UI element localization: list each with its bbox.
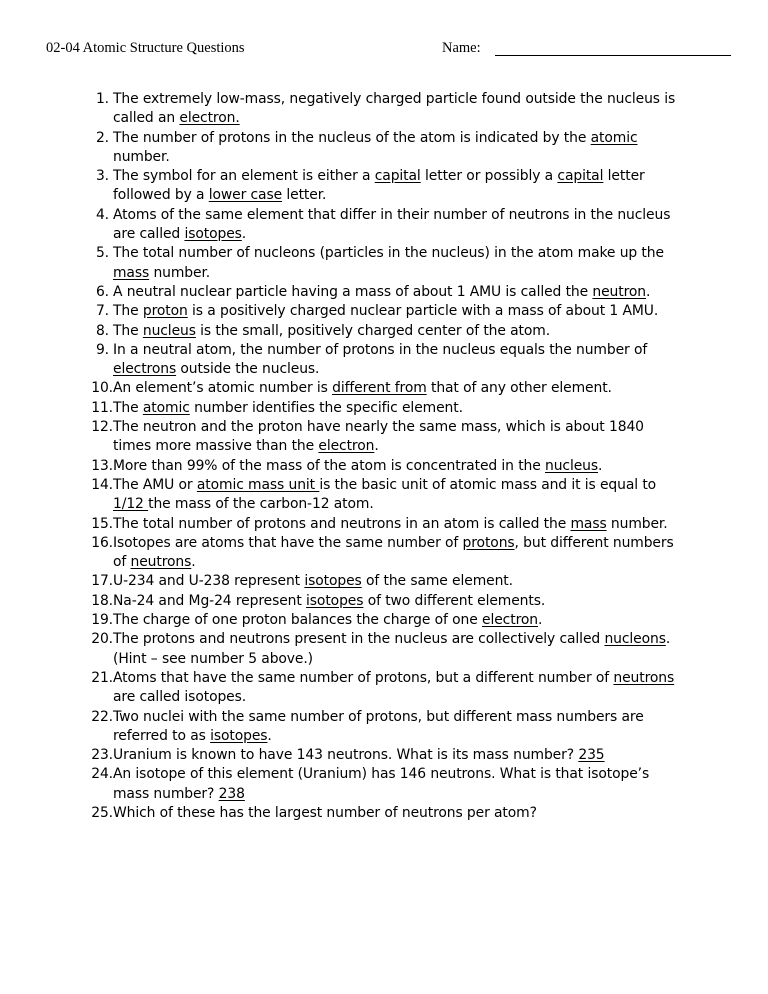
question-item <box>78 322 678 341</box>
question-text: . <box>241 226 247 243</box>
question-text: Uranium is known to have 143 neutrons. What is its mass number? <box>113 747 579 764</box>
question-text: number. <box>606 515 668 532</box>
question-item <box>78 129 678 168</box>
question-text: The neutron and the proton have nearly the same mass, which is about 1840 times more massive than the <box>113 419 644 455</box>
question-item <box>78 167 678 206</box>
question-number: 2. <box>95 129 109 146</box>
question-text: In a neutral atom, the number of protons in the nucleus equals the number of <box>113 341 648 358</box>
question-text: The charge of one proton balances the charge of one <box>113 612 483 629</box>
question-number: 11. <box>91 399 113 416</box>
question-item <box>78 534 678 573</box>
answer-text: capital <box>374 168 421 185</box>
question-item <box>78 379 678 398</box>
question-text: Isotopes are atoms that have the same number of <box>113 534 463 551</box>
question-item <box>78 283 678 302</box>
question-number: 6. <box>95 283 109 300</box>
document-title: 02-04 Atomic Structure Questions <box>46 40 245 56</box>
question-item <box>78 418 678 457</box>
question-number: 19. <box>91 612 113 629</box>
question-text: letter or possibly a <box>420 168 558 185</box>
answer-text: neutron <box>592 283 646 300</box>
question-item <box>78 708 678 747</box>
question-number: 22. <box>91 708 113 725</box>
question-text: . <box>191 554 196 571</box>
question-item <box>78 457 678 476</box>
question-text: A neutral nuclear particle having a mass of about 1 AMU is called the <box>113 283 593 300</box>
question-item <box>78 515 678 534</box>
question-text: letter. <box>282 187 327 204</box>
question-text: number. <box>149 264 211 281</box>
answer-text: neutrons <box>613 669 675 686</box>
question-text: The total number of protons and neutrons in an atom is called the <box>113 515 571 532</box>
question-text: Na-24 and Mg-24 represent <box>113 592 307 609</box>
question-text: , but different numbers of <box>113 534 674 571</box>
question-text: Atoms of the same element that differ in their number of neutrons in the nucleus are called <box>113 206 671 243</box>
question-item <box>78 206 678 245</box>
question-text: More than 99% of the mass of the atom is concentrated in the <box>113 457 546 474</box>
answer-text: atomic <box>590 129 638 146</box>
question-text: are called isotopes. <box>113 689 247 706</box>
answer-text: capital <box>557 168 604 185</box>
question-number: 25. <box>91 804 113 821</box>
question-item <box>78 746 678 765</box>
question-list <box>78 90 678 823</box>
question-text: . <box>267 727 272 744</box>
answer-text: atomic mass unit <box>196 476 320 493</box>
question-number: 20. <box>91 631 113 648</box>
question-item <box>78 804 678 823</box>
answer-text: electron <box>318 438 375 455</box>
question-text: is a positively charged nuclear particle with a mass of about 1 AMU. <box>187 303 659 320</box>
question-text: The symbol for an element is either a <box>113 168 375 185</box>
question-text: letter followed by a <box>113 168 645 204</box>
question-item <box>78 572 678 591</box>
question-text: of two different elements. <box>363 592 546 609</box>
question-text: . <box>374 438 379 455</box>
question-item <box>78 244 678 283</box>
question-text: that of any other element. <box>426 380 612 397</box>
answer-text: isotopes <box>304 573 362 590</box>
answer-text: 238 <box>218 785 245 802</box>
question-item <box>78 592 678 611</box>
question-number: 8. <box>95 322 109 339</box>
page-header <box>0 40 768 62</box>
question-number: 12. <box>91 419 113 436</box>
answer-text: electrons <box>113 361 177 378</box>
question-text: The total number of nucleons (particles in the nucleus) in the atom make up the <box>113 245 664 262</box>
question-number: 5. <box>95 245 109 262</box>
question-text: is the small, positively charged center of the atom. <box>195 322 551 339</box>
answer-text: mass <box>113 264 150 281</box>
question-number: 7. <box>95 303 109 320</box>
question-item <box>78 476 678 515</box>
question-text: . <box>598 457 603 474</box>
question-number: 3. <box>95 168 109 185</box>
question-text: The protons and neutrons present in the nucleus are collectively called <box>113 631 605 648</box>
answer-text: nucleons <box>604 631 666 648</box>
question-text: Two nuclei with the same number of protons, but different mass numbers are referred to as <box>113 708 644 744</box>
question-text: outside the nucleus. <box>176 361 320 378</box>
question-text: Atoms that have the same number of protons, but a different number of <box>113 669 614 686</box>
question-number: 16. <box>91 534 113 551</box>
question-text: The number of protons in the nucleus of the atom is indicated by the <box>113 129 591 146</box>
question-text: The <box>113 399 143 416</box>
question-item <box>78 302 678 321</box>
question-text: The <box>113 303 143 320</box>
question-number: 17. <box>91 573 113 590</box>
question-text: The extremely low-mass, negatively charged particle found outside the nucleus is called an <box>113 91 676 127</box>
answer-text: proton <box>142 303 188 320</box>
question-item <box>78 765 678 804</box>
answer-text: nucleus <box>142 322 196 339</box>
question-item <box>78 341 678 380</box>
answer-text: lower case <box>208 187 283 204</box>
name-field[interactable] <box>495 55 731 56</box>
question-number: 9. <box>95 341 109 358</box>
question-text: The AMU or <box>113 476 197 493</box>
answer-text: 1/12 <box>113 496 149 513</box>
question-item <box>78 669 678 708</box>
question-item <box>78 399 678 418</box>
question-text: the mass of the carbon-12 atom. <box>148 496 374 513</box>
answer-text: isotopes <box>184 226 242 243</box>
question-number: 24. <box>91 766 113 783</box>
question-item <box>78 90 678 129</box>
question-item <box>78 630 678 669</box>
answer-text: isotopes <box>210 727 268 744</box>
question-text: of the same element. <box>361 573 513 590</box>
question-number: 10. <box>91 380 113 397</box>
answer-text: 235 <box>578 747 605 764</box>
question-text: is the basic unit of atomic mass and it is equal to <box>319 476 657 493</box>
question-item <box>78 611 678 630</box>
question-number: 18. <box>91 592 113 609</box>
question-text: . <box>646 283 651 300</box>
question-number: 13. <box>91 457 113 474</box>
question-text: number. <box>113 148 170 165</box>
question-number: 1. <box>95 91 109 107</box>
answer-text: neutrons <box>130 554 192 571</box>
question-number: 14. <box>91 476 113 493</box>
question-text: number identifies the specific element. <box>189 399 463 416</box>
name-label: Name: <box>442 40 481 56</box>
answer-text: electron. <box>179 110 240 127</box>
answer-text: isotopes <box>306 592 364 609</box>
answer-text: electron <box>482 612 538 629</box>
question-text: U-234 and U-238 represent <box>113 573 305 590</box>
answer-text: different from <box>332 380 427 397</box>
answer-text: mass <box>570 515 607 532</box>
question-number: 4. <box>95 206 109 223</box>
question-text: An isotope of this element (Uranium) has 146 neutrons. What is that isotope’s mass number? <box>113 766 650 802</box>
question-text: Which of these has the largest number of neutrons per atom? <box>113 804 537 821</box>
answer-text: nucleus <box>545 457 599 474</box>
question-text: . (Hint – see number 5 above.) <box>113 631 671 667</box>
question-text: The <box>113 322 143 339</box>
question-number: 15. <box>91 515 113 532</box>
answer-text: atomic <box>142 399 190 416</box>
answer-text: protons <box>462 534 515 551</box>
question-text: . <box>537 612 543 629</box>
question-number: 21. <box>91 669 113 686</box>
question-text: An element’s atomic number is <box>113 380 333 397</box>
question-number: 23. <box>91 747 113 764</box>
